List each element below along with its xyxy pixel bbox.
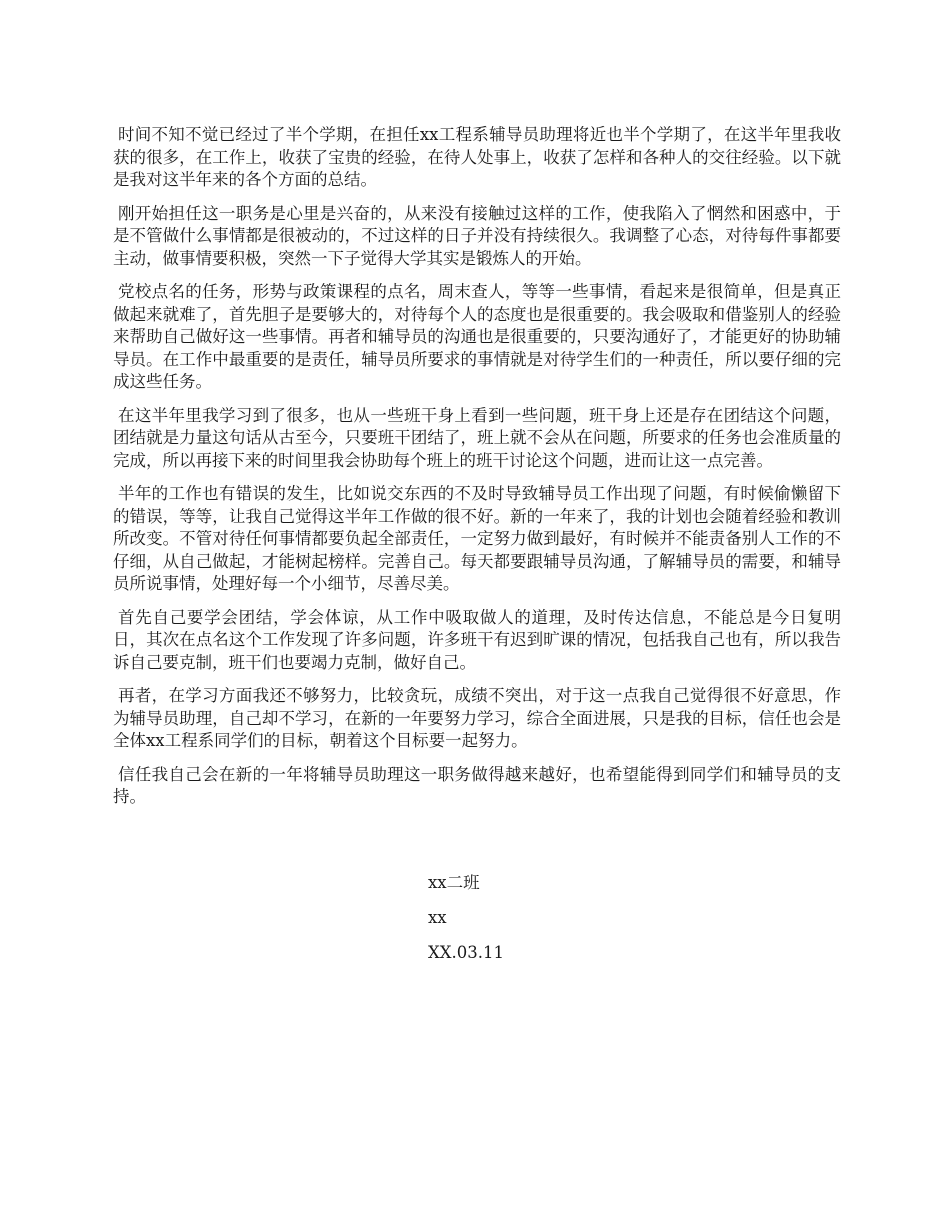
paragraph-6: 首先自己要学会团结，学会体谅，从工作中吸取做人的道理，及时传达信息，不能总是今日复明日，其次在点名这个工作发现了许多问题，许多班干有迟到旷课的情况，包括我自己也有，所以我告诉自己要克制，班干们也要竭力克制，做好自己。 xyxy=(113,607,841,672)
paragraph-3: 党校点名的任务，形势与政策课程的点名，周末查人，等等一些事情，看起来是很简单，但是真正做起来就难了，首先胆子是要够大的，对待每个人的态度也是很重要的。我会吸取和借鉴别人的经验来帮助自己做好这一些事情。再者和辅导员的沟通也是很重要的，只要沟通好了，才能更好的协助辅导员。在工作中最重要的是责任，辅导员所要求的事情就是对待学生们的一种责任，所以要仔细的完成这些任务。 xyxy=(113,282,841,391)
signature-date: XX.03.11 xyxy=(428,943,504,962)
paragraph-8: 信任我自己会在新的一年将辅导员助理这一职务做得越来越好，也希望能得到同学们和辅导员的支持。 xyxy=(113,764,841,806)
signature-class: xx二班 xyxy=(428,873,480,892)
signature-author: xx xyxy=(428,908,447,927)
document-body xyxy=(113,124,841,820)
paragraph-2: 刚开始担任这一职务是心里是兴奋的，从来没有接触过这样的工作，使我陷入了惘然和困惑中，于是不管做什么事情都是很被动的，不过这样的日子并没有持续很久。我调整了心态，对待每件事都要主动，做事情要积极，突然一下子觉得大学其实是锻炼人的开始。 xyxy=(113,203,841,268)
paragraph-4: 在这半年里我学习到了很多，也从一些班干身上看到一些问题，班干身上还是存在团结这个问题，团结就是力量这句话从古至今，只要班干团结了，班上就不会从在问题，所要求的任务也会准质量的完成，所以再接下来的时间里我会协助每个班上的班干讨论这个问题，进而让这一点完善。 xyxy=(113,405,841,470)
paragraph-1: 时间不知不觉已经过了半个学期，在担任xx工程系辅导员助理将近也半个学期了，在这半年里我收获的很多，在工作上，收获了宝贵的经验，在待人处事上，收获了怎样和各种人的交往经验。以下就是我对这半年来的各个方面的总结。 xyxy=(113,125,841,189)
paragraph-5: 半年的工作也有错误的发生，比如说交东西的不及时导致辅导员工作出现了问题，有时候偷懒留下的错误，等等，让我自己觉得这半年工作做的很不好。新的一年来了，我的计划也会随着经验和教训所改变。不管对待任何事情都要负起全部责任，一定努力做到最好，有时候并不能责备别人工作的不仔细，从自己做起，才能树起榜样。完善自己。每天都要跟辅导员沟通，了解辅导员的需要，和辅导员所说事情，处理好每一个小细节，尽善尽美。 xyxy=(113,484,841,593)
paragraph-7: 再者，在学习方面我还不够努力，比较贪玩，成绩不突出，对于这一点我自己觉得很不好意思，作为辅导员助理，自己却不学习，在新的一年要努力学习，综合全面进展，只是我的目标，信任也会是全体xx工程系同学们的目标，朝着这个目标要一起努力。 xyxy=(113,686,841,750)
